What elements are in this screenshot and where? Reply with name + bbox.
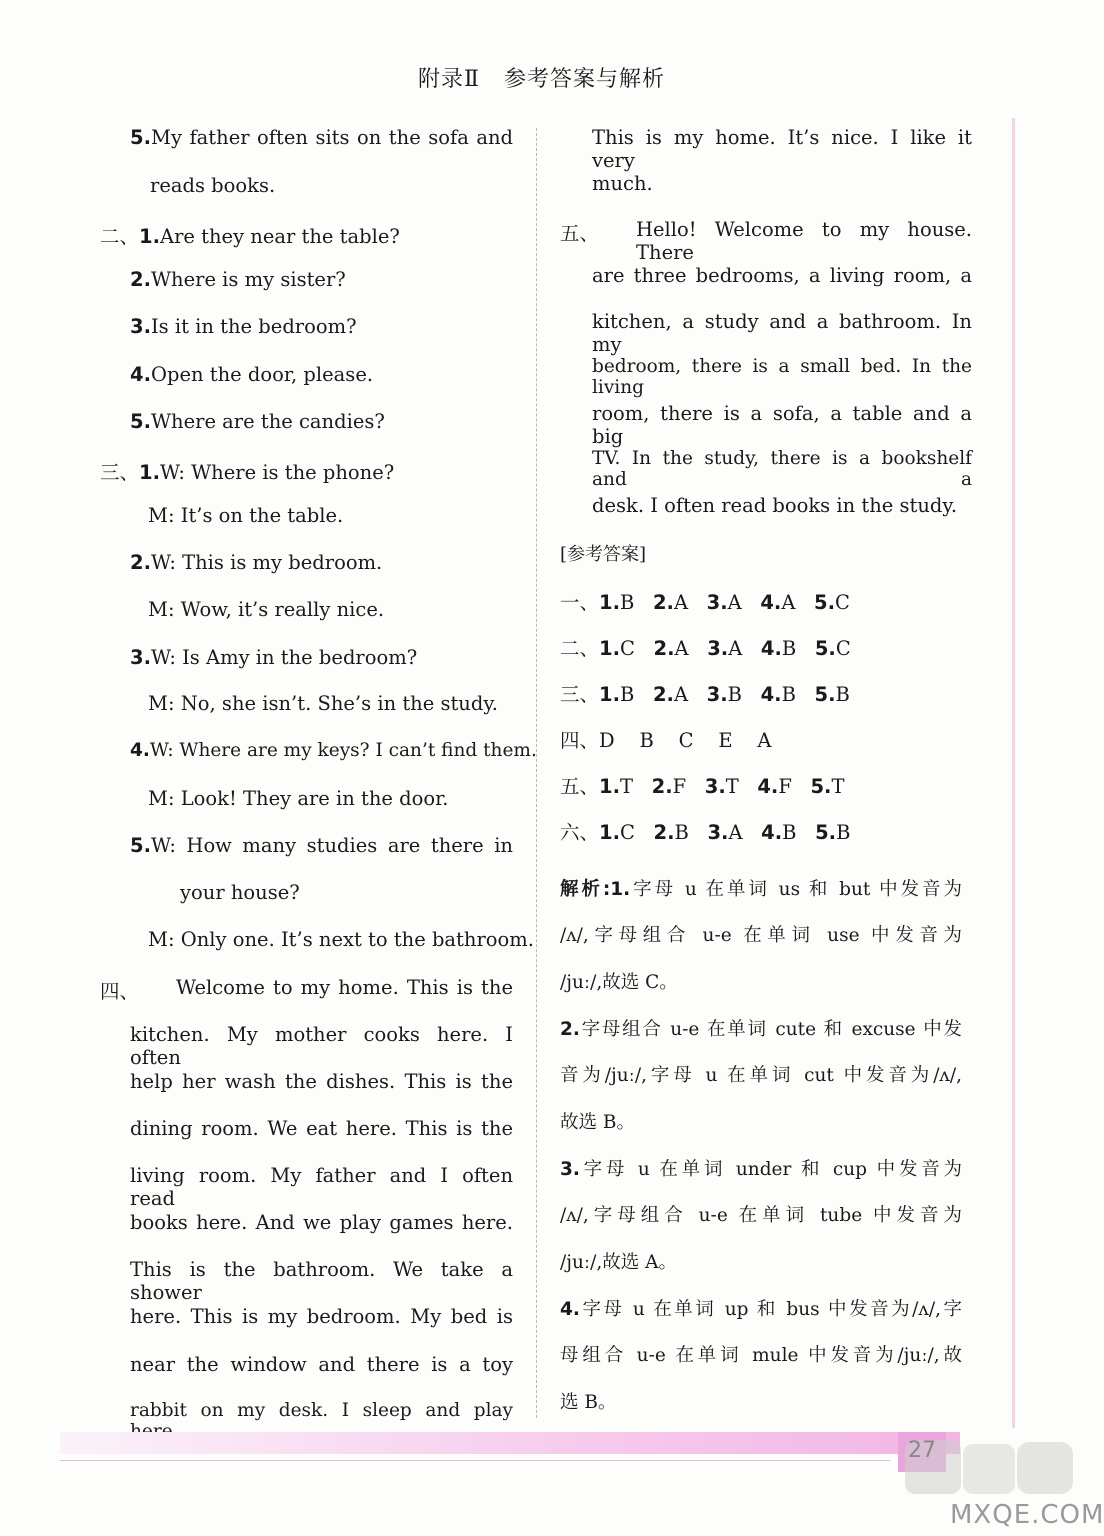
section-5-line-4: bedroom, there is a small bed. In the living [592,356,972,398]
watermark-text: MXQE.COM [950,1500,1104,1530]
section-4-line-2: kitchen. My mother cooks here. I often [130,1023,513,1069]
footer-rule [60,1460,890,1461]
section-5-line-6: TV. In the study, there is a bookshelf and a [592,448,972,490]
answer-row-6: 六、1.C 2.B 3.A 4.B 5.B [560,821,851,844]
section-3-line-8: M: Look! They are in the door. [148,787,449,810]
section-3-line-4: M: Wow, it’s really nice. [148,598,385,621]
section-5-line-7: desk. I often read books in the study. [592,494,958,517]
section-4-line-10: rabbit on my desk. I sleep and play [130,1400,513,1421]
appendix-label: 附录Ⅱ [418,67,480,92]
section-2-line-3: 3.Is it in the bedroom? [130,315,357,338]
analysis-line-7: 3.字母 u 在单词 under 和 cup 中发音为 [560,1159,962,1180]
right-cont-line-1: This is my home. It’s nice. I like it very [592,126,972,172]
right-cont-line-2: much. [592,172,653,195]
analysis-line-10: 4.字母 u 在单词 up 和 bus 中发音为/ʌ/,字 [560,1299,962,1320]
section-3-line-2: M: It’s on the table. [148,504,344,527]
analysis-line-3: /juː/,故选 C。 [560,972,678,993]
section-3-line-5: 3.W: Is Amy in the bedroom? [130,646,418,669]
analysis-line-2: /ʌ/,字母组合 u-e 在单词 use 中发音为 [560,925,962,946]
answer-row-1: 一、1.B 2.A 3.A 4.A 5.C [560,591,850,614]
analysis-line-5: 音为/juː/,字母 u 在单词 cut 中发音为/ʌ/, [560,1065,962,1086]
section-4-line-4: dining room. We eat here. This is the [130,1117,513,1140]
section-3-line-9: 5.W: How many studies are there in [130,834,513,857]
answer-row-4: 四、D B C E A [560,729,772,752]
section-4-line-6: books here. And we play games here. [130,1211,513,1234]
footer-band [60,1432,960,1454]
section-3-line-1: 三、1.W: Where is the phone? [100,461,395,484]
analysis-line-1: 解析:1.字母 u 在单词 us 和 but 中发音为 [560,879,962,900]
right-column [540,0,1000,1430]
page-edge-decoration [1012,118,1015,1428]
section-4-line-3: help her wash the dishes. This is the [130,1070,513,1093]
section-5-label: 五、 [560,222,600,245]
section-3-line-6: M: No, she isn’t. She’s in the study. [148,692,498,715]
section-3-line-10: your house? [180,881,300,904]
section-4-line-5: living room. My father and I often read [130,1164,513,1210]
section-2-line-4: 4.Open the door, please. [130,363,374,386]
section-5-line-1: Hello! Welcome to my house. There [636,218,972,264]
analysis-line-6: 故选 B。 [560,1112,635,1133]
analysis-line-8: /ʌ/,字母组合 u-e 在单词 tube 中发音为 [560,1205,962,1226]
answers-title: [参考答案] [560,544,647,565]
section-2-line-2: 2.Where is my sister? [130,268,346,291]
answer-row-3: 三、1.B 2.A 3.B 4.B 5.B [560,683,850,706]
section-2-line-1: 二、1.Are they near the table? [100,225,400,248]
section-4-line-9: near the window and there is a toy [130,1353,513,1376]
section-5-line-2: are three bedrooms, a living room, a [592,264,972,287]
answer-row-2: 二、1.C 2.A 3.A 4.B 5.C [560,637,851,660]
analysis-line-12: 选 B。 [560,1392,617,1413]
left-line-2: reads books. [150,174,276,197]
left-column [0,0,540,1430]
section-5-line-3: kitchen, a study and a bathroom. In my [592,310,972,356]
section-3-line-11: M: Only one. It’s next to the bathroom. [148,928,534,951]
section-4-line-1: Welcome to my home. This is the [176,976,513,999]
answer-row-5: 五、1.T 2.F 3.T 4.F 5.T [560,775,845,798]
header-title: 参考答案与解析 [503,67,665,92]
analysis-line-11: 母组合 u-e 在单词 mule 中发音为/juː/,故 [560,1345,962,1366]
section-4-line-7: This is the bathroom. We take a shower [130,1258,513,1304]
section-3-line-7: 4.W: Where are my keys? I can’t find them. [130,740,537,761]
section-5-line-5: room, there is a sofa, a table and a big [592,402,972,448]
section-4-label: 四、 [100,980,140,1003]
section-2-line-5: 5.Where are the candies? [130,410,385,433]
section-4-line-8: here. This is my bedroom. My bed is [130,1305,513,1328]
analysis-line-9: /juː/,故选 A。 [560,1252,677,1273]
left-line-1: 5.My father often sits on the sofa and [130,126,513,149]
analysis-line-4: 2.字母组合 u-e 在单词 cute 和 excuse 中发 [560,1019,962,1040]
section-3-line-3: 2.W: This is my bedroom. [130,551,383,574]
